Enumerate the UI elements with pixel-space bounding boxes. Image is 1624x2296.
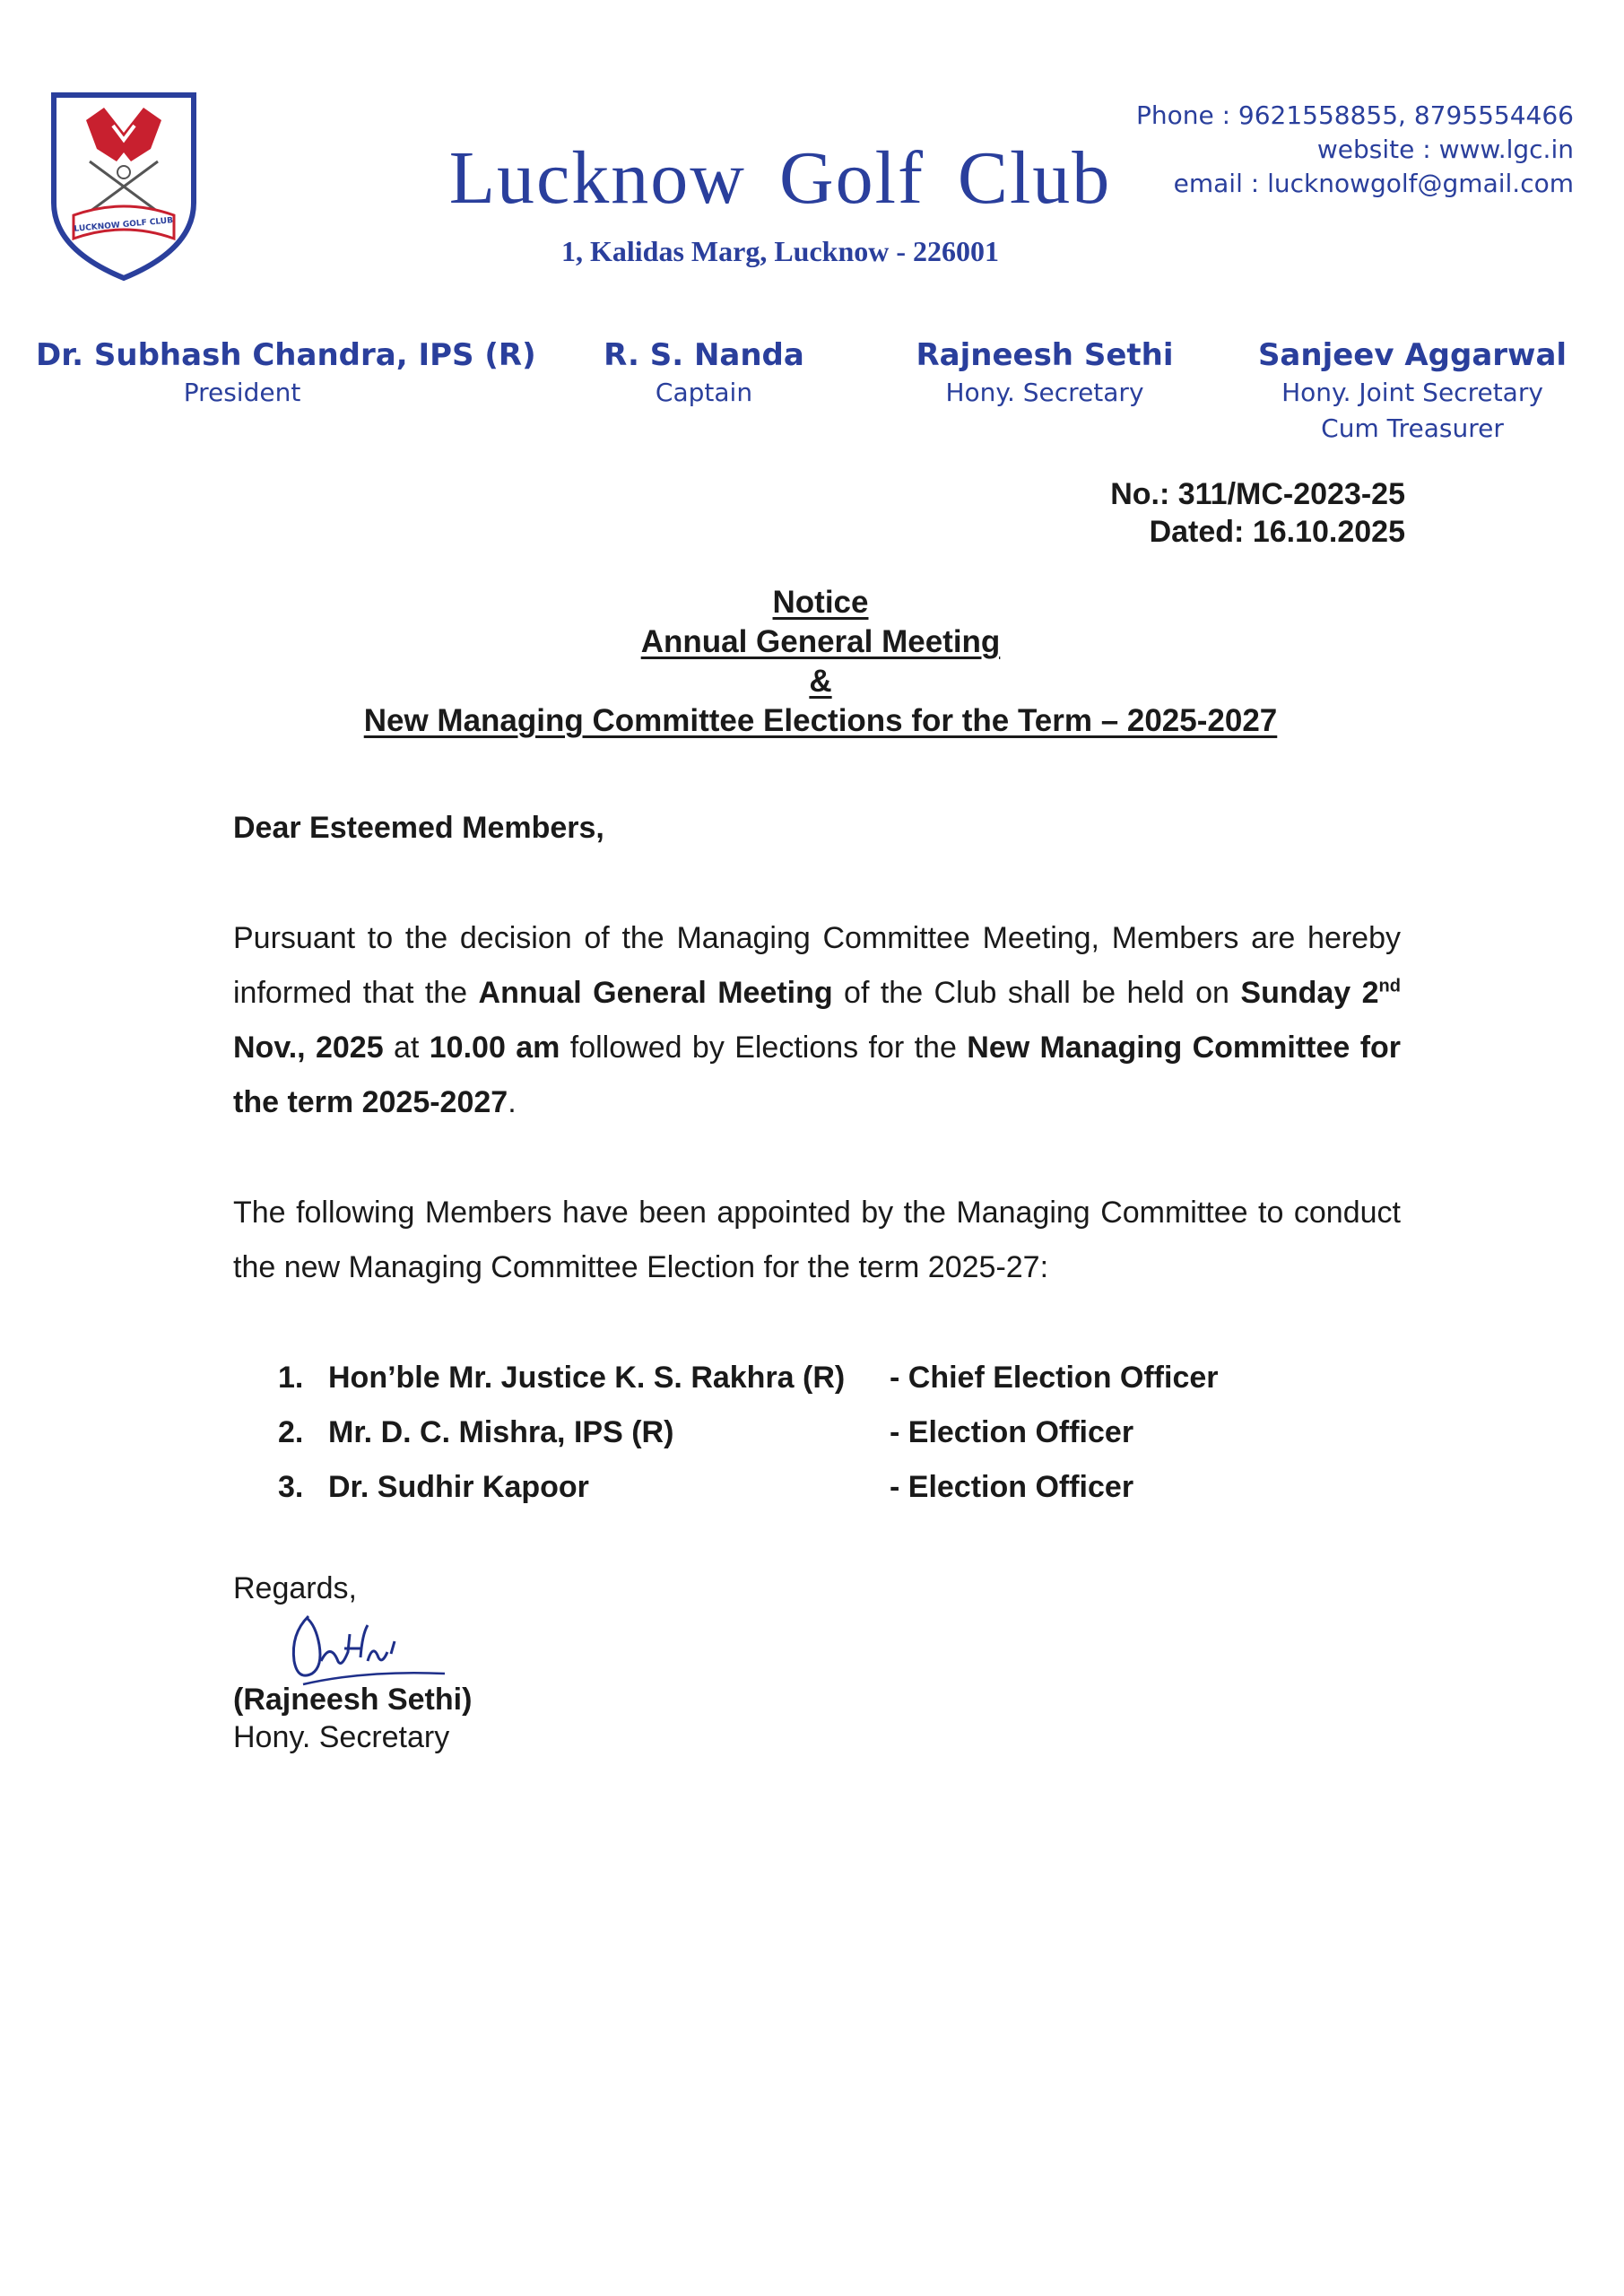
signer-block	[233, 1681, 472, 1756]
officer-secretary	[897, 335, 1193, 411]
heading-elections: New Managing Committee Elections for the Term – 2025-2027	[363, 703, 1278, 738]
para-bold-day: Sunday 2	[1240, 976, 1379, 1010]
para-bold-date: Nov., 2025	[233, 1031, 384, 1065]
appointment-paragraph: The following Members have been appointed by the Managing Committee to conduct the new Managing Committee Election for the term 2025-27:	[233, 1196, 1401, 1284]
reference-date: Dated: 16.10.2025	[1149, 515, 1405, 549]
signer-name: (Rajneesh Sethi)	[233, 1683, 473, 1717]
website-line: website : www.lgc.in	[1316, 135, 1574, 164]
contact-block	[1136, 99, 1574, 201]
officer-joint-secretary	[1246, 335, 1578, 447]
officer-role-secondary: Cum Treasurer	[1321, 413, 1504, 443]
officer-name: Dr. Subhash Chandra, IPS (R)	[36, 337, 536, 373]
para-text: .	[508, 1085, 517, 1119]
para-text: Pursuant to the decision of the Managing Committee Meeting, Members are hereby informed that the	[233, 921, 1401, 1010]
para-text: of the Club shall be held on	[832, 976, 1241, 1010]
para-text: followed by Elections for the	[560, 1031, 968, 1065]
list-item	[278, 1351, 1219, 1405]
officer-designation: - Election Officer	[890, 1415, 1134, 1449]
heading-notice: Notice	[772, 585, 869, 620]
officer-person: Dr. Sudhir Kapoor	[328, 1470, 589, 1504]
para-superscript: nd	[1378, 976, 1401, 996]
officer-name: Rajneesh Sethi	[916, 337, 1174, 373]
salutation: Dear Esteemed Members,	[233, 811, 604, 845]
list-number: 2.	[278, 1415, 304, 1449]
club-address: 1, Kalidas Marg, Lucknow - 226001	[560, 235, 1000, 267]
para-text: at	[383, 1031, 430, 1065]
para-bold-agm: Annual General Meeting	[478, 976, 833, 1010]
list-number: 1.	[278, 1361, 304, 1395]
list-item	[278, 1405, 1219, 1460]
signer-title: Hony. Secretary	[233, 1720, 450, 1754]
regards: Regards,	[233, 1571, 357, 1605]
officer-role: President	[183, 378, 301, 407]
club-logo	[43, 86, 204, 285]
notice-heading	[269, 583, 1372, 741]
officer-role: Captain	[655, 378, 753, 407]
email-line: email : lucknowgolf@gmail.com	[1173, 169, 1574, 198]
officer-person: Hon’ble Mr. Justice K. S. Rakhra (R)	[328, 1361, 846, 1395]
heading-agm: Annual General Meeting	[640, 624, 1001, 659]
reference-block	[1110, 475, 1405, 551]
officer-role: Hony. Joint Secretary	[1281, 378, 1543, 407]
officer-designation: - Election Officer	[890, 1470, 1134, 1504]
officer-president	[36, 335, 536, 411]
para-bold-time: 10.00 am	[429, 1031, 560, 1065]
list-number: 3.	[278, 1470, 304, 1504]
election-officers-list	[278, 1351, 1219, 1515]
officer-designation: - Chief Election Officer	[890, 1361, 1219, 1395]
para-bold-committee: New Managing Committee for the term 2025-2027	[233, 1031, 1402, 1119]
officer-role: Hony. Secretary	[945, 378, 1144, 407]
officer-captain	[556, 335, 852, 411]
agm-paragraph	[233, 911, 1401, 1130]
club-name: Lucknow Golf Club	[448, 136, 1112, 220]
heading-ampersand: &	[809, 664, 832, 699]
officer-name: Sanjeev Aggarwal	[1257, 337, 1568, 373]
reference-number: No.: 311/MC-2023-25	[1110, 477, 1405, 511]
officer-person: Mr. D. C. Mishra, IPS (R)	[328, 1415, 674, 1449]
phone-line: Phone : 9621558855, 8795554466	[1135, 100, 1574, 130]
logo-text: LUCKNOW GOLF CLUB	[74, 216, 174, 234]
officer-name: R. S. Nanda	[604, 337, 804, 373]
list-item	[278, 1460, 1219, 1515]
